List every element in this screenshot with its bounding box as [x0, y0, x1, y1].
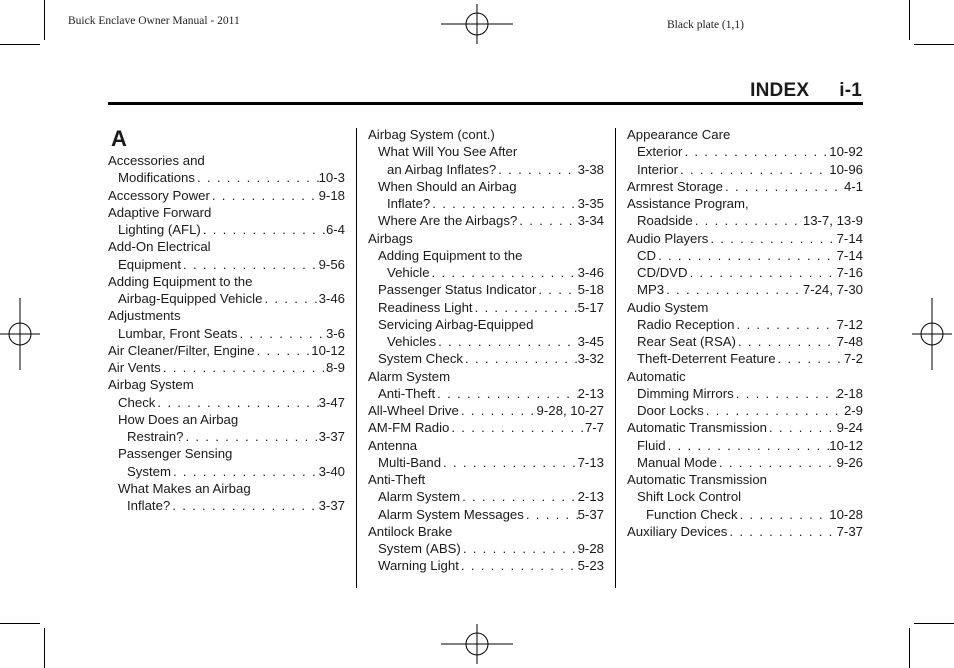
index-entry [368, 368, 604, 385]
registration-mark-right [912, 298, 952, 370]
index-entry [627, 212, 863, 229]
column-divider [615, 128, 616, 588]
index-entry [108, 411, 345, 428]
index-entry [108, 152, 345, 169]
index-entry [108, 204, 345, 221]
dot-leader [463, 350, 578, 367]
entry-text: Multi-Band [378, 454, 442, 470]
entry-text: CD [637, 247, 657, 263]
entry-page: 10-12 [829, 437, 863, 453]
entry-text: Vehicles [387, 334, 437, 349]
entry-text: Antilock Brake [368, 523, 453, 539]
entry-text: Theft-Deterrent Feature [637, 351, 776, 367]
crop-mark [909, 628, 910, 668]
crop-mark [44, 0, 45, 40]
entry-text: AM-FM Radio [368, 420, 450, 436]
index-entry [627, 488, 863, 505]
entry-page: 7-48 [836, 334, 863, 349]
dot-leader [717, 454, 837, 471]
dot-leader [678, 161, 829, 178]
index-entry [627, 126, 863, 143]
index-entry [368, 316, 604, 333]
entry-page: 3-32 [577, 351, 604, 367]
index-entry [108, 445, 345, 462]
entry-text: Equipment [118, 256, 182, 272]
entry-text: Anti-Theft [368, 472, 426, 487]
index-entry [368, 350, 604, 367]
dot-leader [734, 385, 837, 402]
index-entry [368, 299, 604, 316]
entry-list [108, 152, 345, 514]
entry-text: Door Locks [637, 403, 704, 418]
index-entry [108, 463, 345, 480]
index-entry [108, 428, 345, 445]
entry-page: 2-18 [836, 385, 863, 401]
dot-leader [517, 212, 577, 229]
entry-list [368, 126, 604, 575]
dot-leader [436, 333, 577, 350]
entry-text: System [127, 463, 171, 479]
entry-text: Fluid [637, 437, 666, 453]
index-entry [368, 402, 604, 419]
index-entry [627, 350, 863, 367]
dot-leader [524, 506, 578, 523]
index-entry [627, 523, 863, 540]
entry-page: 5-18 [577, 282, 604, 298]
entry-page: 2-13 [577, 489, 604, 505]
dot-leader [161, 359, 326, 376]
index-entry [627, 471, 863, 488]
entry-text: Rear Seat (RSA) [637, 334, 736, 349]
index-column-2 [368, 126, 604, 575]
entry-text: Passenger Sensing [118, 446, 233, 462]
index-entry [368, 557, 604, 574]
index-entry [108, 376, 345, 393]
entry-page: 7-14 [836, 247, 863, 263]
crop-mark [44, 628, 45, 668]
index-entry [108, 221, 345, 238]
index-entry [368, 540, 604, 557]
index-entry [108, 169, 345, 186]
entry-page: 10-28 [829, 506, 863, 522]
entry-text: Manual Mode [637, 454, 717, 470]
dot-leader [155, 394, 318, 411]
dot-leader [459, 557, 578, 574]
entry-page: 3-45 [577, 334, 604, 349]
entry-page: 7-37 [836, 523, 863, 539]
index-entry [627, 333, 863, 350]
entry-text: Warning Light [378, 558, 459, 574]
entry-text: Airbags [368, 230, 413, 246]
index-entry [627, 385, 863, 402]
entry-page: 7-2 [843, 351, 863, 367]
entry-page: 10-92 [829, 144, 863, 160]
entry-page: 3-46 [318, 291, 345, 306]
dot-leader [430, 195, 577, 212]
dot-leader [461, 540, 578, 557]
entry-text: Air Cleaner/Filter, Engine [108, 342, 255, 358]
plate-label: Black plate (1,1) [667, 19, 744, 31]
entry-page: 7-7 [584, 420, 604, 436]
entry-text: Exterior [637, 144, 683, 160]
index-entry [108, 290, 345, 307]
entry-text: Adding Equipment to the [378, 247, 523, 263]
index-entry [368, 454, 604, 471]
index-entry [368, 471, 604, 488]
index-entry [368, 523, 604, 540]
entry-page: 3-37 [318, 429, 345, 444]
dot-leader [736, 333, 837, 350]
entry-page: 3-37 [318, 498, 345, 513]
index-entry [368, 419, 604, 436]
index-entry [368, 437, 604, 454]
dot-leader [459, 402, 537, 419]
dot-leader [536, 281, 577, 298]
index-entry [368, 212, 604, 229]
index-entry [368, 385, 604, 402]
entry-page: 9-18 [318, 187, 345, 203]
dot-leader [195, 169, 319, 186]
entry-page: 10-96 [829, 161, 863, 177]
entry-page: 3-40 [318, 463, 345, 479]
entry-page: 9-24 [836, 420, 863, 436]
entry-text: Airbag-Equipped Vehicle [118, 291, 263, 306]
entry-page: 3-38 [577, 161, 604, 177]
dot-leader [693, 212, 803, 229]
entry-page: 2-9 [843, 403, 863, 418]
dot-leader [170, 497, 318, 514]
index-entry [627, 419, 863, 436]
entry-page: 4-1 [843, 178, 863, 194]
index-entry [368, 281, 604, 298]
entry-text: Function Check [646, 506, 738, 522]
entry-text: Air Vents [108, 360, 161, 375]
index-entry [627, 247, 863, 264]
dot-leader [708, 230, 836, 247]
index-entry [108, 187, 345, 204]
entry-text: Alarm System [378, 489, 461, 505]
crop-mark [914, 623, 954, 624]
dot-leader [171, 463, 319, 480]
section-title: INDEX [750, 80, 810, 101]
index-entry [627, 368, 863, 385]
entry-page: 7-12 [836, 316, 863, 332]
entry-text: Passenger Status Indicator [378, 282, 537, 298]
dot-leader [181, 256, 319, 273]
index-column-3 [627, 126, 863, 540]
index-entry [368, 178, 604, 195]
entry-text: Restrain? [127, 429, 184, 444]
entry-text: Roadside [637, 213, 693, 229]
column-divider [356, 128, 357, 588]
dot-leader [237, 325, 325, 342]
dot-leader [201, 221, 326, 238]
entry-text: Automatic [627, 368, 686, 384]
entry-text: Appearance Care [627, 127, 731, 142]
entry-text: Lumbar, Front Seats [118, 325, 238, 341]
entry-text: Airbag System [108, 377, 194, 393]
dot-leader [435, 385, 577, 402]
entry-text: Interior [637, 161, 679, 177]
dot-leader [210, 187, 319, 204]
index-entry [368, 143, 604, 160]
entry-text: Shift Lock Control [637, 489, 742, 505]
index-entry [108, 325, 345, 342]
index-entry [108, 273, 345, 290]
entry-page: 10-12 [311, 342, 345, 358]
entry-text: Check [118, 394, 156, 410]
dot-leader [682, 143, 829, 160]
index-entry [368, 195, 604, 212]
entry-page: 9-28, 10-27 [536, 403, 604, 418]
dot-leader [666, 437, 830, 454]
entry-text: System Check [378, 351, 464, 367]
entry-text: Adjustments [108, 308, 181, 324]
entry-text: CD/DVD [637, 265, 688, 280]
entry-page: 9-28 [577, 541, 604, 556]
crop-mark [0, 44, 40, 45]
entry-text: Servicing Airbag-Equipped [378, 316, 534, 332]
entry-text: Inflate? [387, 196, 431, 211]
index-entry [627, 178, 863, 195]
entry-page: 8-9 [325, 360, 345, 375]
entry-text: Lighting (AFL) [118, 222, 201, 237]
registration-mark-top [441, 4, 513, 44]
header-rule [108, 102, 863, 105]
entry-text: Radio Reception [637, 316, 735, 332]
page-header [750, 80, 862, 102]
entry-page: 7-13 [577, 454, 604, 470]
index-entry [108, 394, 345, 411]
index-letter: A [111, 126, 127, 151]
entry-text: System (ABS) [378, 541, 461, 556]
index-entry [368, 506, 604, 523]
manual-title: Buick Enclave Owner Manual - 2011 [68, 15, 240, 27]
index-entry [627, 437, 863, 454]
dot-leader [473, 299, 578, 316]
dot-leader [767, 419, 837, 436]
index-entry [627, 506, 863, 523]
entry-page: 7-14 [836, 230, 863, 246]
entry-page: 9-26 [836, 454, 863, 470]
entry-text: Accessory Power [108, 187, 210, 203]
crop-mark [0, 623, 40, 624]
dot-leader [183, 428, 318, 445]
index-column-1 [108, 126, 345, 514]
entry-page: 3-46 [577, 265, 604, 280]
index-entry [108, 307, 345, 324]
index-entry [108, 238, 345, 255]
entry-text: Armrest Storage [627, 178, 724, 194]
dot-leader [460, 488, 578, 505]
entry-text: Where Are the Airbags? [378, 213, 518, 229]
index-entry [108, 359, 345, 376]
entry-page: 5-17 [577, 299, 604, 315]
entry-page: 3-34 [577, 213, 604, 229]
entry-page: 3-35 [577, 196, 604, 211]
dot-leader [430, 264, 578, 281]
entry-text: Modifications [118, 170, 195, 186]
index-entry [108, 480, 345, 497]
dot-leader [776, 350, 844, 367]
entry-text: MP3 [637, 282, 665, 298]
dot-leader [664, 281, 803, 298]
entry-page: 13-7, 13-9 [802, 213, 863, 229]
dot-leader [496, 161, 577, 178]
index-entry [627, 299, 863, 316]
entry-text: All-Wheel Drive [368, 403, 459, 418]
entry-text: Assistance Program, [627, 196, 749, 211]
entry-text: Audio System [627, 299, 709, 315]
entry-page: 7-24, 7-30 [802, 282, 863, 298]
entry-text: Automatic Transmission [627, 472, 767, 487]
index-entry [627, 230, 863, 247]
entry-text: Auxiliary Devices [627, 523, 728, 539]
entry-text: How Does an Airbag [118, 411, 239, 427]
index-entry [627, 402, 863, 419]
entry-text: Antenna [368, 437, 418, 453]
entry-page: 10-3 [318, 170, 345, 186]
entry-text: an Airbag Inflates? [387, 161, 497, 177]
index-entry [627, 281, 863, 298]
entry-page: 5-23 [577, 558, 604, 574]
index-entry [108, 256, 345, 273]
crop-mark [909, 0, 910, 40]
registration-mark-bottom [441, 624, 513, 664]
entry-text: Add-On Electrical [108, 239, 211, 255]
dot-leader [727, 523, 836, 540]
index-entry [627, 316, 863, 333]
index-entry [627, 143, 863, 160]
entry-page: 2-13 [577, 385, 604, 401]
dot-leader [656, 247, 837, 264]
dot-leader [688, 264, 837, 281]
index-entry [368, 247, 604, 264]
entry-page: 6-4 [325, 222, 345, 237]
dot-leader [255, 342, 312, 359]
index-entry [108, 342, 345, 359]
index-entry [627, 195, 863, 212]
entry-text: When Should an Airbag [378, 178, 517, 194]
dot-leader [449, 419, 585, 436]
entry-text: Adaptive Forward [108, 204, 212, 220]
entry-text: Accessories and [108, 153, 205, 168]
dot-leader [723, 178, 844, 195]
index-entry [627, 161, 863, 178]
entry-text: What Makes an Airbag [118, 480, 251, 496]
entry-text: Audio Players [627, 230, 709, 246]
index-entry [627, 454, 863, 471]
dot-leader [738, 506, 830, 523]
page-number: i-1 [839, 80, 862, 101]
registration-mark-left [0, 298, 40, 370]
entry-text: Airbag System (cont.) [368, 127, 495, 142]
dot-leader [441, 454, 578, 471]
entry-page: 7-16 [836, 265, 863, 280]
entry-text: Alarm System [368, 368, 451, 384]
dot-leader [704, 402, 844, 419]
dot-leader [262, 290, 318, 307]
index-entry [368, 126, 604, 143]
entry-text: Automatic Transmission [627, 420, 767, 436]
entry-page: 9-56 [318, 256, 345, 272]
entry-page: 5-37 [577, 506, 604, 522]
entry-text: Alarm System Messages [378, 506, 524, 522]
entry-list [627, 126, 863, 540]
entry-text: Inflate? [127, 498, 171, 513]
index-entry [368, 264, 604, 281]
entry-page: 3-47 [318, 394, 345, 410]
entry-text: Vehicle [387, 265, 430, 280]
index-entry [108, 497, 345, 514]
index-entry [627, 264, 863, 281]
entry-page: 3-6 [325, 325, 345, 341]
entry-text: Dimming Mirrors [637, 385, 734, 401]
dot-leader [735, 316, 837, 333]
crop-mark [914, 44, 954, 45]
index-entry [368, 230, 604, 247]
index-entry [368, 488, 604, 505]
entry-text: Readiness Light [378, 299, 473, 315]
entry-text: Adding Equipment to the [108, 273, 253, 289]
entry-text: Anti-Theft [378, 385, 436, 401]
entry-text: What Will You See After [378, 144, 518, 160]
index-entry [368, 333, 604, 350]
index-entry [368, 161, 604, 178]
